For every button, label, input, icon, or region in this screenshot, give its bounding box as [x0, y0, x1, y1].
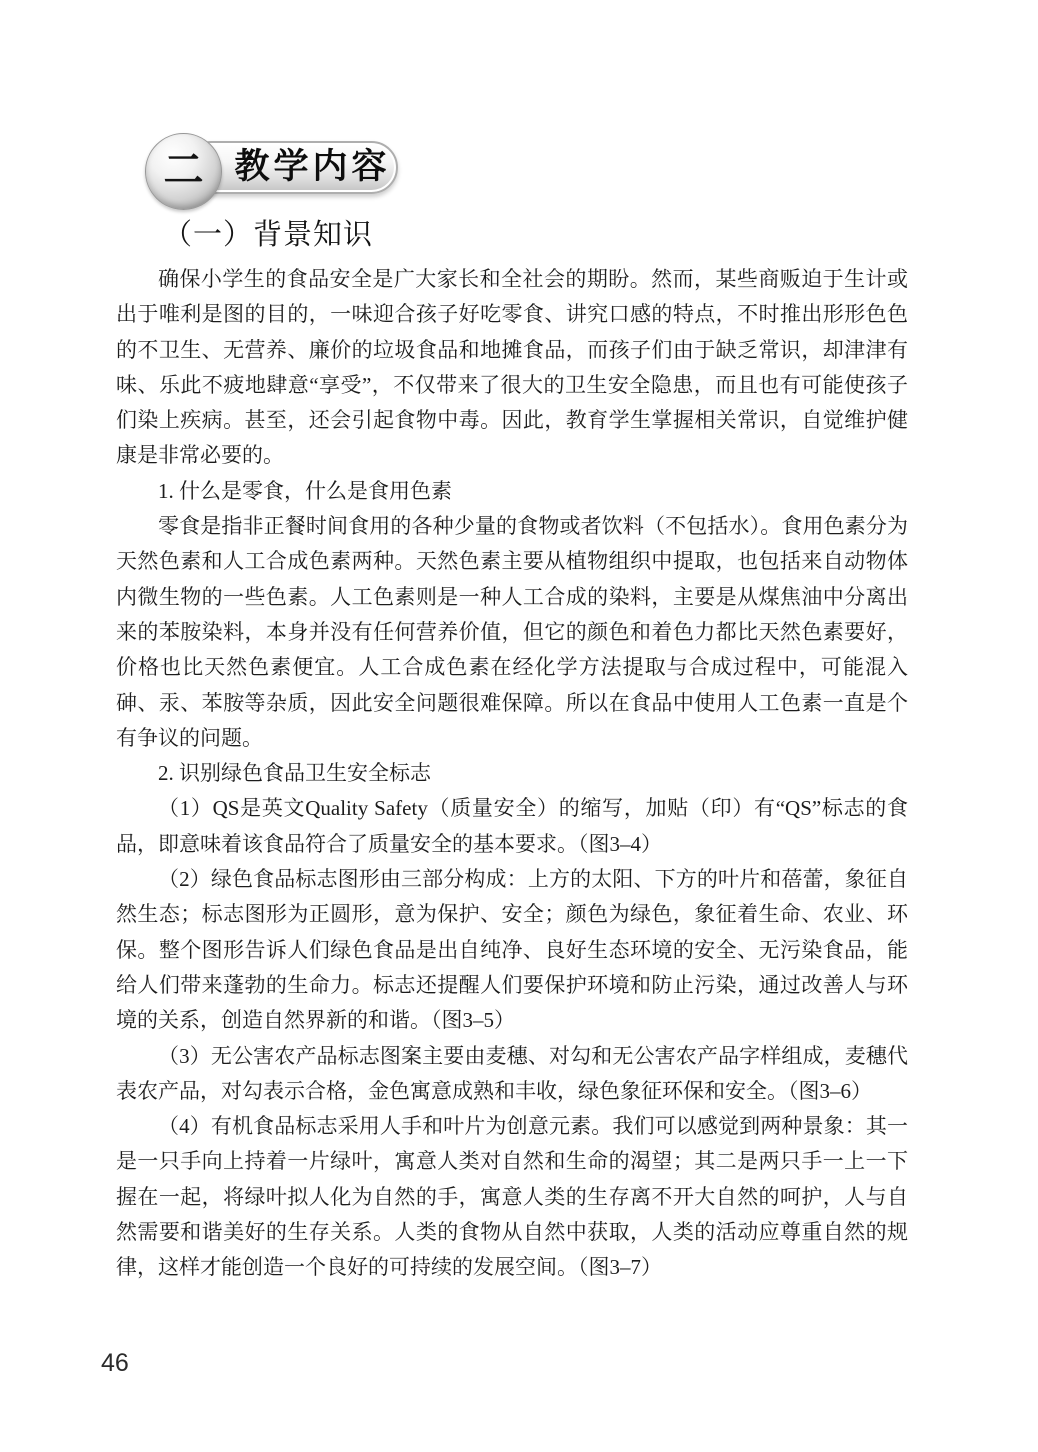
section-number: 二 [163, 146, 204, 192]
intro-paragraph: 确保小学生的食品安全是广大家长和全社会的期盼。然而，某些商贩迫于生计或出于唯利是图的目的，一味迎合孩子好吃零食、讲究口感的特点，不时推出形形色色的不卫生、无营养、廉价的垃圾食品和地摊食品，而孩子们由于缺乏常识，却津津有味、乐此不疲地肆意“享受”，不仅带来了很大的卫生安全隐患，而且也有可能使孩子们染上疾病。甚至，还会引起食物中毒。因此，教育学生掌握相关常识，自觉维护健康是非常必要的。 [116, 267, 908, 468]
paragraph-pollution-free-mark: （3）无公害农产品标志图案主要由麦穗、对勾和无公害农产品字样组成，麦穗代表农产品，对勾表示合格，金色寓意成熟和丰收，绿色象征环保和安全。（图3–6） [116, 1043, 908, 1103]
paragraph-qs-mark: （1）QS是英文Quality Safety（质量安全）的缩写，加贴（印）有“QS”标志的食品，即意味着该食品符合了质量安全的基本要求。（图3–4） [116, 796, 908, 856]
page-number: 46 [101, 1349, 129, 1377]
paragraph-snacks-and-colorants: 零食是指非正餐时间食用的各种少量的食物或者饮料（不包括水）。食用色素分为天然色素和人工合成色素两种。天然色素主要从植物组织中提取，也包括来自动物体内微生物的一些色素。人工色素则是一种人工合成的染料，主要是从煤焦油中分离出来的苯胺染料，本身并没有任何营养价值，但它的颜色和着色力都比天然色素要好，价格也比天然色素便宜。人工合成色素在经化学方法提取与合成过程中，可能混入砷、汞、苯胺等杂质，因此安全问题很难保障。所以在食品中使用人工色素一直是个有争议的问题。 [116, 514, 908, 750]
section-title: 教学内容 [234, 146, 391, 186]
body-content [116, 262, 908, 1286]
paragraph-organic-food-mark: （4）有机食品标志采用人手和叶片为创意元素。我们可以感觉到两种景象：其一是一只手向上持着一片绿叶，寓意人类对自然和生命的渴望；其二是两只手一上一下握在一起，将绿叶拟人化为自然的手，寓意人类的生存离不开大自然的呵护，人与自然需要和谐美好的生存关系。人类的食物从自然中获取，人类的活动应尊重自然的规律，这样才能创造一个良好的可持续的发展空间。（图3–7） [116, 1114, 908, 1280]
subheading-safety-marks: 2. 识别绿色食品卫生安全标志 [158, 761, 431, 786]
subsection-title: （一）背景知识 [163, 219, 374, 251]
section-number-circle [145, 133, 222, 210]
paragraph-green-food-mark: （2）绿色食品标志图形由三部分构成：上方的太阳、下方的叶片和蓓蕾，象征自然生态；标志图形为正圆形，意为保护、安全；颜色为绿色，象征着生命、农业、环保。整个图形告诉人们绿色食品是出自纯净、良好生态环境的安全、无污染食品，能给人们带来蓬勃的生命力。标志还提醒人们要保护环境和防止污染，通过改善人与环境的关系，创造自然界新的和谐。（图3–5） [116, 867, 908, 1033]
subheading-what-are-snacks: 1. 什么是零食，什么是食用色素 [158, 478, 452, 503]
